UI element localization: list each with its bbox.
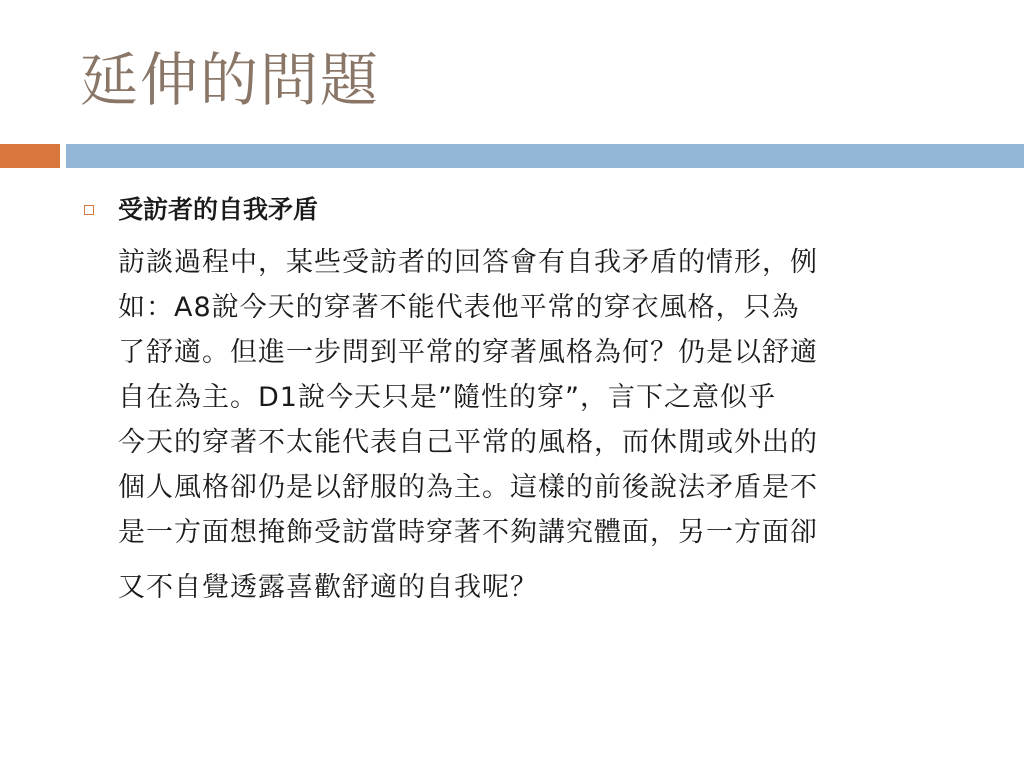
accent-bar-blue (66, 144, 1024, 168)
paragraph-line: 自在為主。D1說今天只是”隨性的穿”，言下之意似乎 (118, 382, 776, 413)
bullet-heading: 受訪者的自我矛盾 (118, 195, 319, 224)
accent-bar-orange (0, 144, 60, 168)
paragraph-line: 個人風格卻仍是以舒服的為主。這樣的前後說法矛盾是不 (118, 472, 818, 503)
body-paragraph (118, 240, 978, 610)
square-bullet-icon (84, 205, 94, 215)
paragraph-line: 了舒適。但進一步問到平常的穿著風格為何？仍是以舒適 (118, 337, 818, 368)
paragraph-line: 是一方面想掩飾受訪當時穿著不夠講究體面，另一方面卻 (118, 517, 818, 548)
paragraph-line: 如：A8說今天的穿著不能代表他平常的穿衣風格，只為 (118, 292, 800, 323)
paragraph-line: 今天的穿著不太能代表自己平常的風格，而休閒或外出的 (118, 427, 818, 458)
paragraph-line: 又不自覺透露喜歡舒適的自我呢？ (118, 572, 538, 603)
slide-title: 延伸的問題 (80, 46, 381, 114)
paragraph-line: 訪談過程中，某些受訪者的回答會有自我矛盾的情形，例 (118, 247, 818, 278)
